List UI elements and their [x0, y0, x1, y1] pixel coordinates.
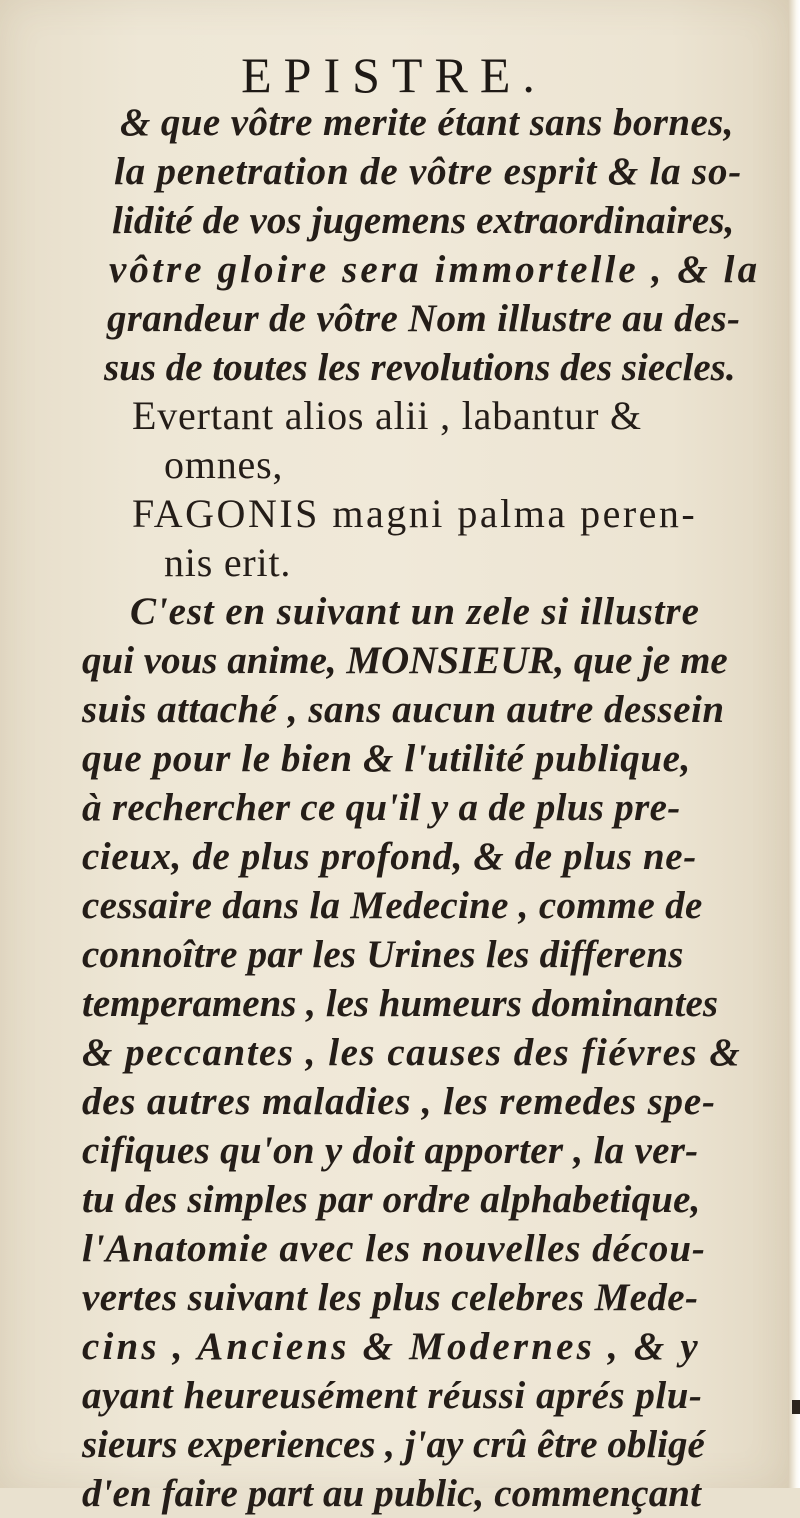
text-line: l'Anatomie avec les nouvelles décou- — [82, 1227, 706, 1270]
text-line: lidité de vos jugemens extraordinaires, — [112, 199, 735, 242]
text-line: & que vôtre merite étant sans bornes, — [120, 101, 734, 144]
text-line: connoître par les Urines les differens — [82, 933, 684, 976]
text-line: grandeur de vôtre Nom illustre au des- — [107, 297, 741, 340]
text-line: cessaire dans la Medecine , comme de — [82, 884, 703, 927]
text-line: cins , Anciens & Modernes , & y — [82, 1325, 701, 1368]
text-line: sus de toutes les revolutions des siecles. — [104, 346, 736, 389]
text-line: vôtre gloire sera immortelle , & la — [109, 248, 761, 291]
text-line: suis attaché , sans aucun autre dessein — [82, 688, 725, 731]
text-line: vertes suivant les plus celebres Mede- — [82, 1276, 699, 1319]
page-header: EPISTRE. — [241, 47, 547, 103]
text-line: qui vous anime, MONSIEUR, que je me — [82, 639, 728, 682]
text-line: FAGONIS magni palma peren- — [132, 491, 698, 536]
text-line: des autres maladies , les remedes spe- — [82, 1080, 716, 1123]
edge-mark — [792, 1400, 800, 1414]
text-line: à rechercher ce qu'il y a de plus pre- — [82, 786, 681, 829]
text-line: sieurs experiences , j'ay crû être obligé — [82, 1423, 705, 1466]
text-line: cifiques qu'on y doit apporter , la ver- — [82, 1129, 699, 1172]
text-line: nis erit. — [164, 540, 292, 585]
text-line: & peccantes , les causes des fiévres & — [82, 1031, 742, 1074]
text-line: ayant heureusément réussi aprés plu- — [82, 1374, 703, 1417]
text-line: omnes, — [164, 442, 284, 487]
text-line: C'est en suivant un zele si illustre — [130, 590, 700, 633]
text-line: temperamens , les humeurs dominantes — [82, 982, 718, 1025]
text-line: que pour le bien & l'utilité publique, — [82, 737, 691, 780]
page-edge — [788, 0, 800, 1488]
text-line: d'en faire part au public, commençant — [82, 1472, 702, 1515]
text-line: tu des simples par ordre alphabetique, — [82, 1178, 701, 1221]
text-line: la penetration de vôtre esprit & la so- — [114, 150, 743, 193]
text-line: Evertant alios alii , labantur & — [132, 393, 642, 438]
text-line: cieux, de plus profond, & de plus ne- — [82, 835, 697, 878]
